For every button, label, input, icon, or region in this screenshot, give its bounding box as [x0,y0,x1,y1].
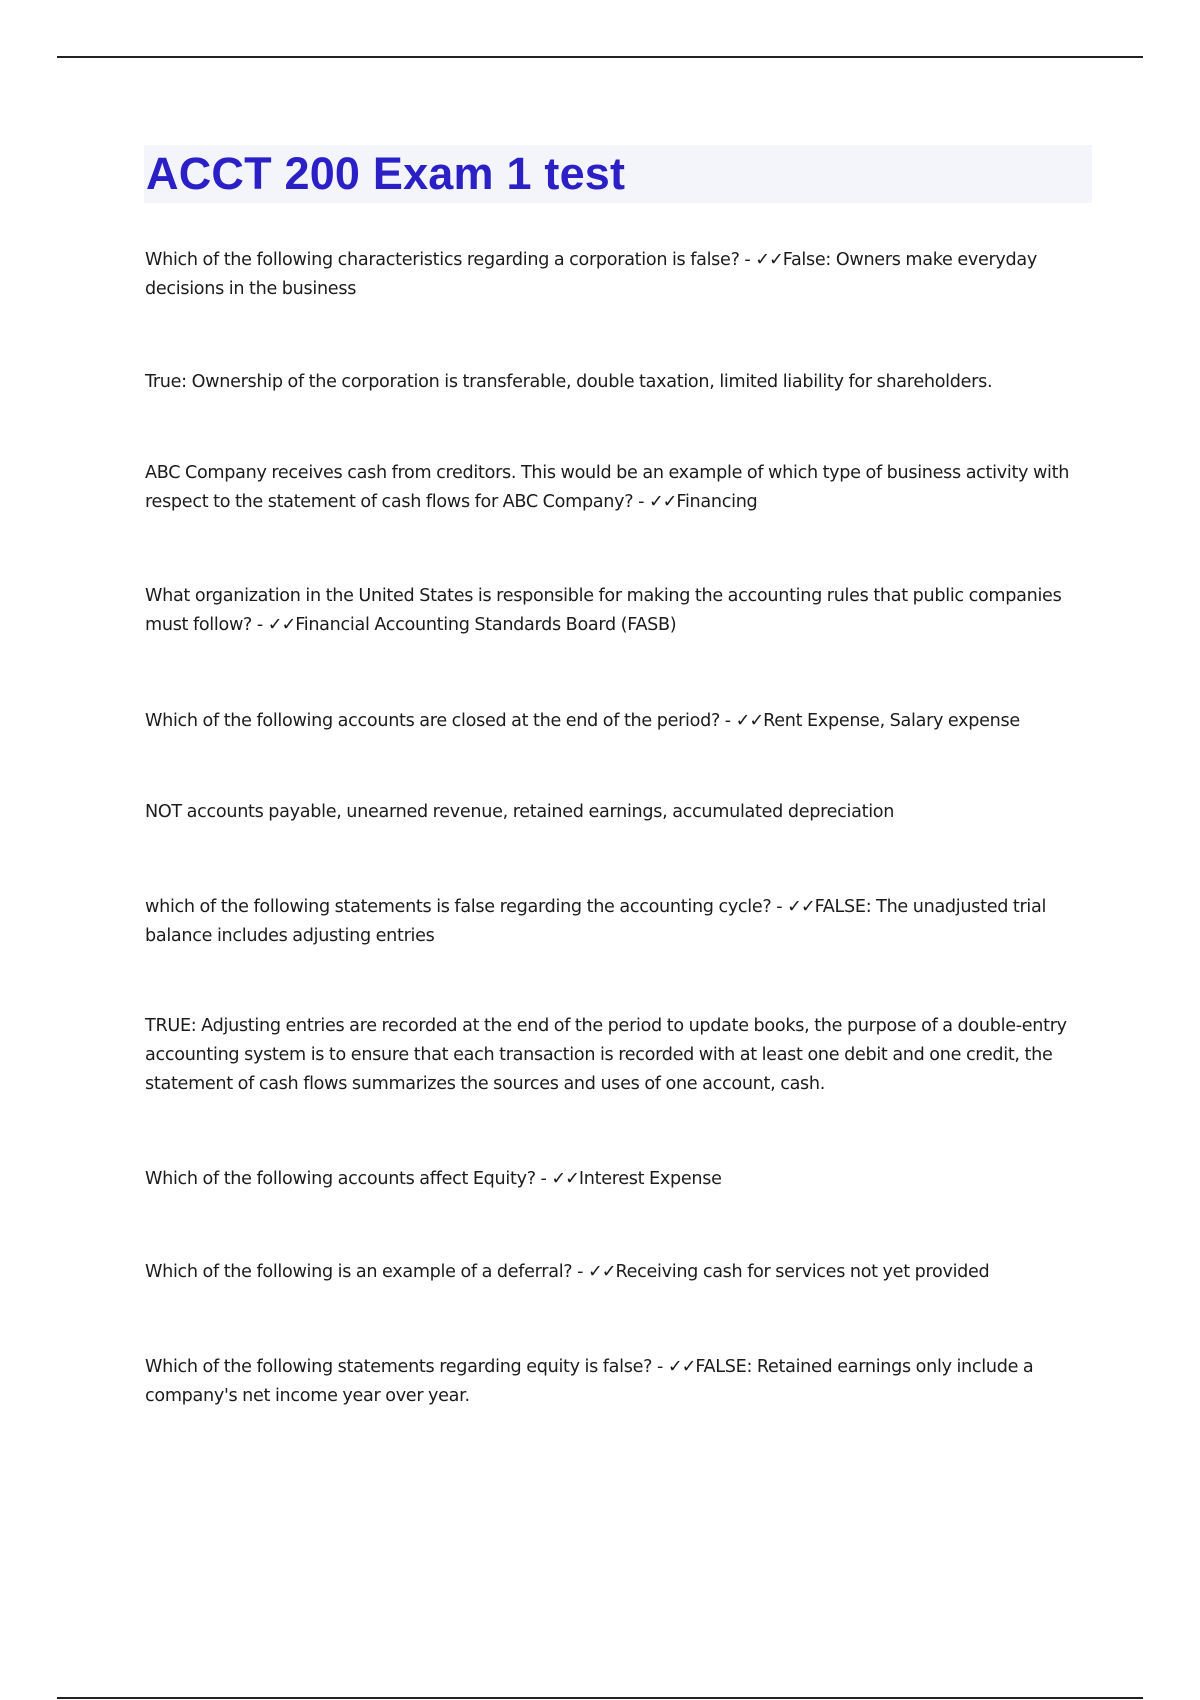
question-text: Which of the following statements regarding equity is false? - [145,1357,668,1377]
qa-item-1 [145,246,1085,304]
note-item-8: TRUE: Adjusting entries are recorded at the end of the period to update books, the purpose of a double-entry accounting system is to ensure that each transaction is recorded with at least one debit and one credit, the statement of cash flows summarizes the sources and uses of one account, cash. [145,1016,1067,1094]
answer-text: FALSE: The unadjusted trial balance includes adjusting entries [145,897,1047,946]
check-icon: ✓✓ [667,1357,696,1377]
bottom-rule [57,1697,1143,1699]
question-text: Which of the following accounts affect Equity? - [145,1169,552,1189]
note-item-6: NOT accounts payable, unearned revenue, retained earnings, accumulated depreciation [145,802,895,822]
note-item-2: True: Ownership of the corporation is transferable, double taxation, limited liability for shareholders. [145,372,993,392]
qa-item-11 [145,1353,1085,1411]
check-icon: ✓✓ [587,1262,616,1282]
question-text: ABC Company receives cash from creditors. This would be an example of which type of business activity with respect to the statement of cash flows for ABC Company? - [145,463,1070,512]
question-text: Which of the following accounts are closed at the end of the period? - [145,711,736,731]
qa-item-5 [145,707,1085,736]
qa-item-10 [145,1258,1085,1287]
check-icon: ✓✓ [551,1169,579,1189]
qa-item-3 [145,459,1085,517]
qa-item-4 [145,582,1085,640]
check-icon: ✓✓ [755,250,783,270]
qa-item-7 [145,893,1085,951]
question-text: Which of the following is an example of a deferral? - [145,1262,588,1282]
answer-text: Rent Expense, Salary expense [763,711,1020,731]
answer-text: False: Owners make everyday decisions in the business [145,250,1037,299]
question-text: which of the following statements is false regarding the accounting cycle? - [145,897,788,917]
answer-text: FALSE: Retained earnings only include a company's net income year over year. [145,1357,1034,1406]
page-title: ACCT 200 Exam 1 test [146,148,626,199]
question-text: Which of the following characteristics regarding a corporation is false? - [145,250,756,270]
top-rule [57,56,1143,58]
answer-text: Receiving cash for services not yet provided [615,1262,990,1282]
question-text: What organization in the United States is responsible for making the accounting rules that public companies must follow? - [145,586,1062,635]
check-icon: ✓✓ [787,897,815,917]
answer-text: Financing [676,492,758,512]
check-icon: ✓✓ [267,615,296,635]
answer-text: Financial Accounting Standards Board (FASB) [295,615,677,635]
answer-text: Interest Expense [578,1169,722,1189]
check-icon: ✓✓ [648,492,677,512]
check-icon: ✓✓ [735,711,764,731]
qa-item-9 [145,1165,1085,1194]
